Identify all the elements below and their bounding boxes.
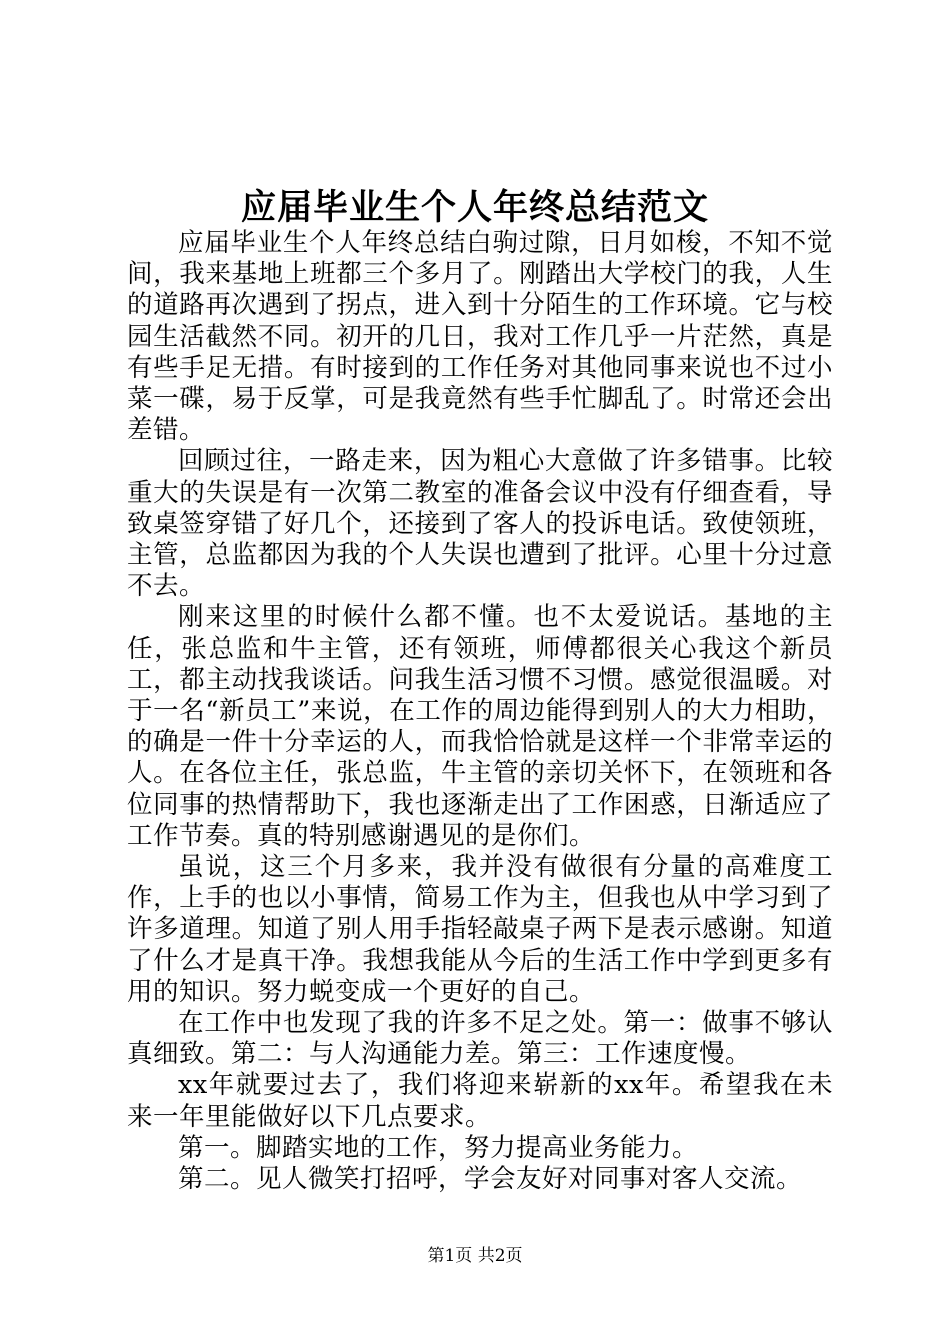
paragraph: 在工作中也发现了我的许多不足之处。第一：做事不够认真细致。第二：与人沟通能力差。第三：工作速度慢。 xyxy=(127,1008,833,1070)
paragraph: xx年就要过去了，我们将迎来崭新的xx年。希望我在未来一年里能做好以下几点要求。 xyxy=(127,1070,833,1132)
page-footer: 第1页 共2页 xyxy=(427,1246,523,1266)
paragraph: 应届毕业生个人年终总结白驹过隙，日月如梭，不知不觉间，我来基地上班都三个多月了。刚踏出大学校门的我，人生的道路再次遇到了拐点，进入到十分陌生的工作环境。它与校园生活截然不同。初开的几日，我对工作几乎一片茫然，真是有些手足无措。有时接到的工作任务对其他同事来说也不过小菜一碟，易于反掌，可是我竟然有些手忙脚乱了。时常还会出差错。 xyxy=(127,228,833,446)
paragraph: 回顾过往，一路走来，因为粗心大意做了许多错事。比较重大的失误是有一次第二教室的准备会议中没有仔细查看，导致桌签穿错了好几个，还接到了客人的投诉电话。致使领班，主管，总监都因为我的个人失误也遭到了批评。心里十分过意不去。 xyxy=(127,446,833,602)
paragraph: 第一。脚踏实地的工作，努力提高业务能力。 xyxy=(178,1132,699,1163)
paragraph: 虽说，这三个月多来，我并没有做很有分量的高难度工作，上手的也以小事情，简易工作为主，但我也从中学习到了许多道理。知道了别人用手指轻敲桌子两下是表示感谢。知道了什么才是真干净。我想我能从今后的生活工作中学到更多有用的知识。努力蜕变成一个更好的自己。 xyxy=(127,852,833,1007)
paragraph: 第二。见人微笑打招呼，学会友好对同事对客人交流。 xyxy=(178,1164,803,1195)
document-body xyxy=(127,228,833,1195)
paragraph: 刚来这里的时候什么都不懂。也不太爱说话。基地的主任，张总监和牛主管，还有领班，师傅都很关心我这个新员工，都主动找我谈话。问我生活习惯不习惯。感觉很温暖。对于一名“新员工”来说，在工作的周边能得到别人的大力相助，的确是一件十分幸运的人，而我恰恰就是这样一个非常幸运的人。在各位主任，张总监，牛主管的亲切关怀下，在领班和各位同事的热情帮助下，我也逐渐走出了工作困惑，日渐适应了工作节奏。真的特别感谢遇见的是你们。 xyxy=(127,602,833,851)
document-title: 应届毕业生个人年终总结范文 xyxy=(240,187,709,228)
